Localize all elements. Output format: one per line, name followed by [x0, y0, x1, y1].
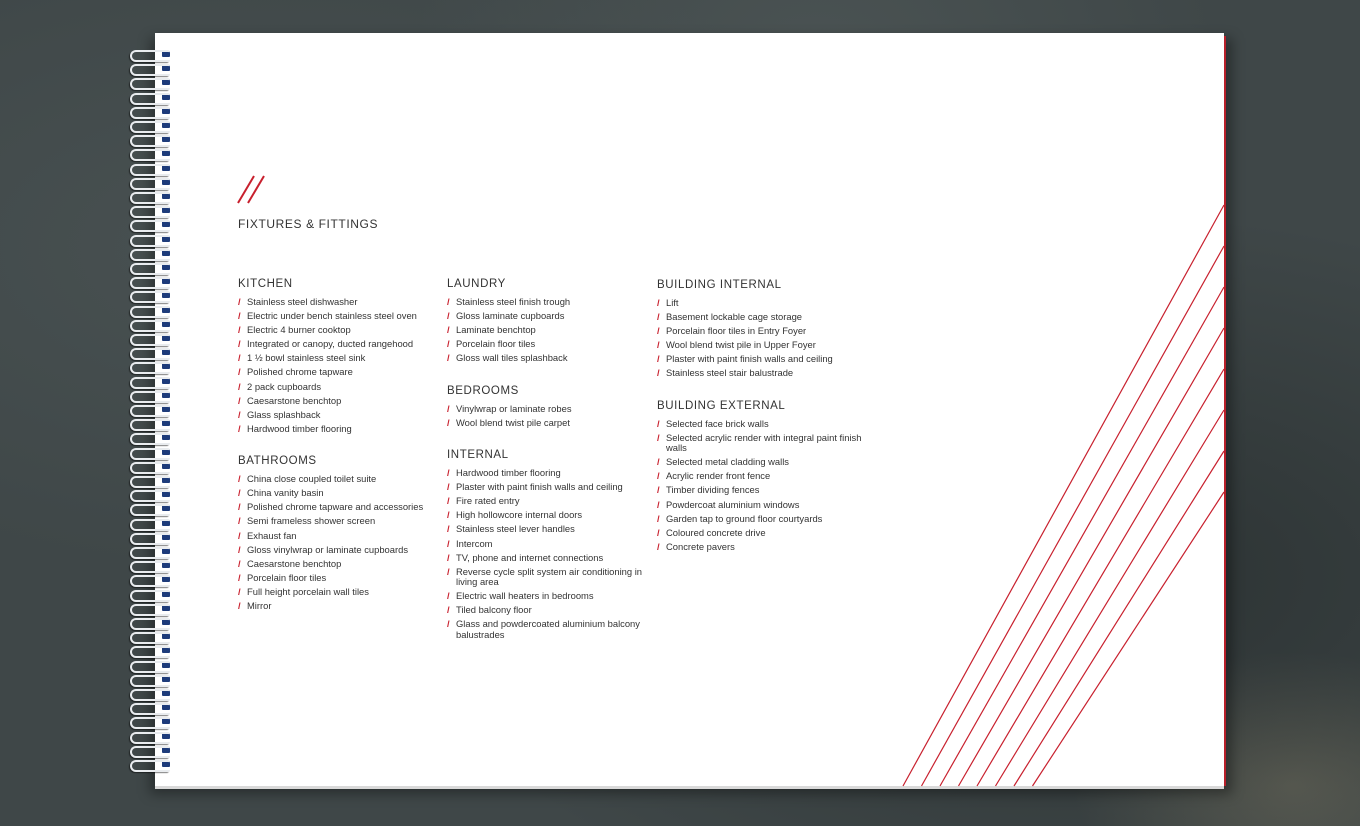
list-item — [238, 531, 448, 541]
group-building-internal — [657, 278, 867, 379]
list-item-text: Vinylwrap or laminate robes — [456, 402, 572, 414]
list-item — [447, 325, 657, 335]
list-item — [238, 601, 448, 611]
list-item-text: Garden tap to ground floor courtyards — [666, 512, 823, 524]
slash-bullet-icon: / — [238, 543, 241, 555]
slash-bullet-icon: / — [447, 523, 450, 535]
list-item — [447, 591, 657, 601]
list-item-text: Hardwood timber flooring — [247, 422, 352, 434]
list-item-text: Full height porcelain wall tiles — [247, 585, 369, 597]
item-list — [447, 468, 657, 640]
group-building-external — [657, 399, 867, 552]
list-item — [657, 514, 867, 524]
group-internal — [447, 448, 657, 640]
slash-bullet-icon: / — [447, 324, 450, 336]
list-item — [238, 382, 448, 392]
group-heading: BUILDING INTERNAL — [657, 279, 782, 291]
list-item — [238, 410, 448, 420]
diagonal-red-lines — [903, 205, 1224, 786]
group-heading: BATHROOMS — [238, 455, 317, 468]
item-list — [657, 419, 867, 552]
list-item — [447, 567, 657, 588]
slash-bullet-icon: / — [238, 515, 241, 527]
list-item — [657, 312, 867, 322]
slash-bullet-icon: / — [238, 380, 241, 392]
list-item-text: Fire rated entry — [456, 495, 520, 507]
list-item-text: Basement lockable cage storage — [666, 311, 803, 323]
list-item-text: Hardwood timber flooring — [456, 467, 561, 479]
item-list — [447, 297, 657, 364]
list-item-text: Coloured concrete drive — [666, 526, 766, 538]
item-list — [657, 298, 867, 379]
slash-bullet-icon: / — [238, 422, 241, 434]
slash-bullet-icon: / — [657, 512, 660, 524]
list-item — [238, 367, 448, 377]
list-item — [447, 353, 657, 363]
slash-bullet-icon: / — [657, 311, 660, 323]
list-item-text: Stainless steel stair balustrade — [666, 367, 794, 379]
list-item-text: Stainless steel finish trough — [456, 296, 571, 307]
list-item-text: Laminate benchtop — [456, 324, 536, 336]
slash-bullet-icon: / — [238, 557, 241, 569]
list-item-text: Caesarstone benchtop — [247, 394, 342, 406]
list-item — [447, 524, 657, 534]
list-item-text: Porcelain floor tiles — [456, 338, 536, 350]
list-item — [238, 474, 448, 484]
group-kitchen — [238, 277, 448, 434]
diagonal-line — [922, 246, 1225, 786]
list-item-text: Timber dividing fences — [666, 484, 760, 496]
slash-bullet-icon: / — [657, 526, 660, 538]
slash-bullet-icon: / — [238, 366, 241, 378]
slash-bullet-icon: / — [657, 498, 660, 510]
slash-bullet-icon: / — [238, 324, 241, 336]
list-item — [238, 573, 448, 583]
list-item-text: Glass and powdercoated aluminium balcony balustrades — [456, 618, 640, 640]
list-item-text: 2 pack cupboards — [247, 380, 322, 392]
slash-bullet-icon: / — [657, 484, 660, 496]
slash-bullet-icon: / — [238, 352, 241, 364]
slash-bullet-icon: / — [238, 473, 241, 485]
diagonal-line — [1014, 451, 1224, 786]
list-item — [447, 510, 657, 520]
slash-bullet-icon: / — [447, 509, 450, 521]
list-item-text: Polished chrome tapware — [247, 366, 353, 378]
slash-bullet-icon: / — [657, 456, 660, 468]
slash-bullet-icon: / — [657, 540, 660, 552]
list-item — [657, 326, 867, 336]
column-3 — [657, 278, 867, 572]
list-item — [657, 471, 867, 481]
list-item — [447, 404, 657, 414]
diagonal-line — [940, 287, 1224, 786]
slash-bullet-icon: / — [238, 501, 241, 513]
diagonal-line — [977, 369, 1224, 786]
list-item-text: Stainless steel lever handles — [456, 523, 575, 535]
slash-bullet-icon: / — [238, 487, 241, 499]
slash-bullet-icon: / — [447, 604, 450, 616]
list-item-text: Gloss laminate cupboards — [456, 310, 565, 322]
group-heading: BUILDING EXTERNAL — [657, 399, 786, 412]
list-item-text: Stainless steel dishwasher — [247, 296, 358, 307]
list-item — [657, 433, 867, 454]
list-item — [447, 619, 657, 640]
double-slash-mark — [238, 176, 264, 203]
slash-bullet-icon: / — [447, 537, 450, 549]
slash-bullet-icon: / — [238, 408, 241, 420]
diagonal-line — [959, 328, 1225, 786]
list-item — [657, 354, 867, 364]
list-item-text: Plaster with paint finish walls and ceiling — [456, 481, 623, 493]
column-2 — [447, 277, 657, 660]
list-item-text: Selected face brick walls — [666, 417, 769, 429]
list-item — [238, 516, 448, 526]
list-item — [657, 457, 867, 467]
list-item — [657, 500, 867, 510]
list-item-text: Integrated or canopy, ducted rangehood — [247, 338, 414, 350]
list-item-text: Mirror — [247, 599, 272, 611]
slash-bullet-icon: / — [657, 339, 660, 351]
list-item — [238, 311, 448, 321]
list-item — [657, 340, 867, 350]
slash-bullet-icon: / — [447, 590, 450, 602]
slash-bullet-icon: / — [238, 529, 241, 541]
list-item-text: Gloss vinylwrap or laminate cupboards — [247, 543, 409, 555]
list-item — [657, 298, 867, 308]
list-item-text: Tiled balcony floor — [456, 604, 532, 616]
group-heading: INTERNAL — [447, 449, 509, 462]
list-item — [238, 297, 448, 307]
list-item-text: Selected acrylic render with integral paint finish walls — [666, 431, 862, 454]
list-item-text: Plaster with paint finish walls and ceiling — [666, 353, 833, 365]
group-bathrooms — [238, 454, 448, 611]
list-item — [657, 485, 867, 495]
list-item-text: Wool blend twist pile in Upper Foyer — [666, 339, 816, 351]
list-item — [238, 502, 448, 512]
group-heading: BEDROOMS — [447, 384, 519, 397]
list-item — [238, 396, 448, 406]
list-item-text: Polished chrome tapware and accessories — [247, 501, 424, 513]
slash-bullet-icon: / — [657, 431, 660, 443]
list-item-text: 1 ½ bowl stainless steel sink — [247, 352, 366, 364]
slash-bullet-icon: / — [447, 338, 450, 350]
list-item-text: Porcelain floor tiles in Entry Foyer — [666, 325, 807, 337]
list-item-text: Electric wall heaters in bedrooms — [456, 590, 594, 602]
slash-line-2 — [248, 176, 264, 203]
list-item-text: Glass splashback — [247, 408, 321, 420]
slash-bullet-icon: / — [447, 416, 450, 428]
list-item — [447, 539, 657, 549]
list-item — [238, 559, 448, 569]
slash-bullet-icon: / — [238, 394, 241, 406]
group-laundry — [447, 277, 657, 364]
slash-bullet-icon: / — [657, 297, 660, 308]
list-item — [447, 311, 657, 321]
diagonal-line — [903, 205, 1224, 786]
slash-bullet-icon: / — [447, 618, 450, 630]
list-item-text: Concrete pavers — [666, 540, 735, 552]
list-item-text: Lift — [666, 297, 679, 308]
list-item-text: Selected metal cladding walls — [666, 456, 789, 468]
slash-bullet-icon: / — [238, 571, 241, 583]
list-item-text: Caesarstone benchtop — [247, 557, 342, 569]
slash-bullet-icon: / — [238, 599, 241, 611]
item-list — [238, 297, 448, 434]
list-item-text: Electric 4 burner cooktop — [247, 324, 351, 336]
slash-bullet-icon: / — [447, 495, 450, 507]
slash-bullet-icon: / — [657, 417, 660, 429]
diagonal-line — [996, 410, 1225, 786]
list-item — [447, 418, 657, 428]
slash-bullet-icon: / — [238, 310, 241, 322]
item-list — [238, 474, 448, 611]
list-item-text: China close coupled toilet suite — [247, 473, 377, 485]
list-item — [657, 542, 867, 552]
list-item-text: Electric under bench stainless steel oven — [247, 310, 417, 322]
list-item — [657, 528, 867, 538]
list-item-text: Exhaust fan — [247, 529, 297, 541]
list-item — [447, 553, 657, 563]
slash-bullet-icon: / — [447, 551, 450, 563]
slash-bullet-icon: / — [447, 481, 450, 493]
page-title: FIXTURES & FITTINGS — [238, 217, 379, 231]
slash-bullet-icon: / — [657, 325, 660, 337]
slash-bullet-icon: / — [447, 352, 450, 364]
list-item — [657, 368, 867, 378]
slash-line-1 — [238, 176, 254, 203]
list-item — [238, 353, 448, 363]
slash-bullet-icon: / — [657, 367, 660, 379]
item-list — [447, 404, 657, 428]
column-1 — [238, 277, 448, 631]
list-item — [447, 297, 657, 307]
group-bedrooms — [447, 384, 657, 428]
group-heading: LAUNDRY — [447, 278, 506, 290]
slash-bullet-icon: / — [447, 296, 450, 307]
slash-bullet-icon: / — [238, 296, 241, 307]
slash-bullet-icon: / — [238, 585, 241, 597]
list-item-text: Gloss wall tiles splashback — [456, 352, 568, 364]
slash-bullet-icon: / — [447, 310, 450, 322]
list-item — [238, 587, 448, 597]
list-item — [238, 424, 448, 434]
slash-bullet-icon: / — [657, 470, 660, 482]
list-item — [657, 419, 867, 429]
list-item — [447, 605, 657, 615]
list-item — [447, 468, 657, 478]
list-item-text: Acrylic render front fence — [666, 470, 771, 482]
slash-bullet-icon: / — [447, 565, 450, 577]
list-item — [238, 325, 448, 335]
list-item — [447, 496, 657, 506]
slash-bullet-icon: / — [447, 402, 450, 414]
list-item-text: Powdercoat aluminium windows — [666, 498, 800, 510]
list-item-text: High hollowcore internal doors — [456, 509, 583, 521]
list-item — [238, 488, 448, 498]
slash-bullet-icon: / — [238, 338, 241, 350]
list-item-text: Porcelain floor tiles — [247, 571, 327, 583]
list-item-text: TV, phone and internet connections — [456, 551, 604, 563]
list-item-text: Wool blend twist pile carpet — [456, 416, 570, 428]
list-item-text: China vanity basin — [247, 487, 324, 499]
slash-bullet-icon: / — [657, 353, 660, 365]
list-item-text: Intercom — [456, 537, 493, 549]
list-item — [447, 339, 657, 349]
list-item-text: Reverse cycle split system air conditioning in living area — [456, 565, 643, 588]
list-item — [238, 339, 448, 349]
list-item — [238, 545, 448, 555]
list-item — [447, 482, 657, 492]
group-heading: KITCHEN — [238, 278, 293, 290]
list-item-text: Semi frameless shower screen — [247, 515, 376, 527]
slash-bullet-icon: / — [447, 467, 450, 479]
